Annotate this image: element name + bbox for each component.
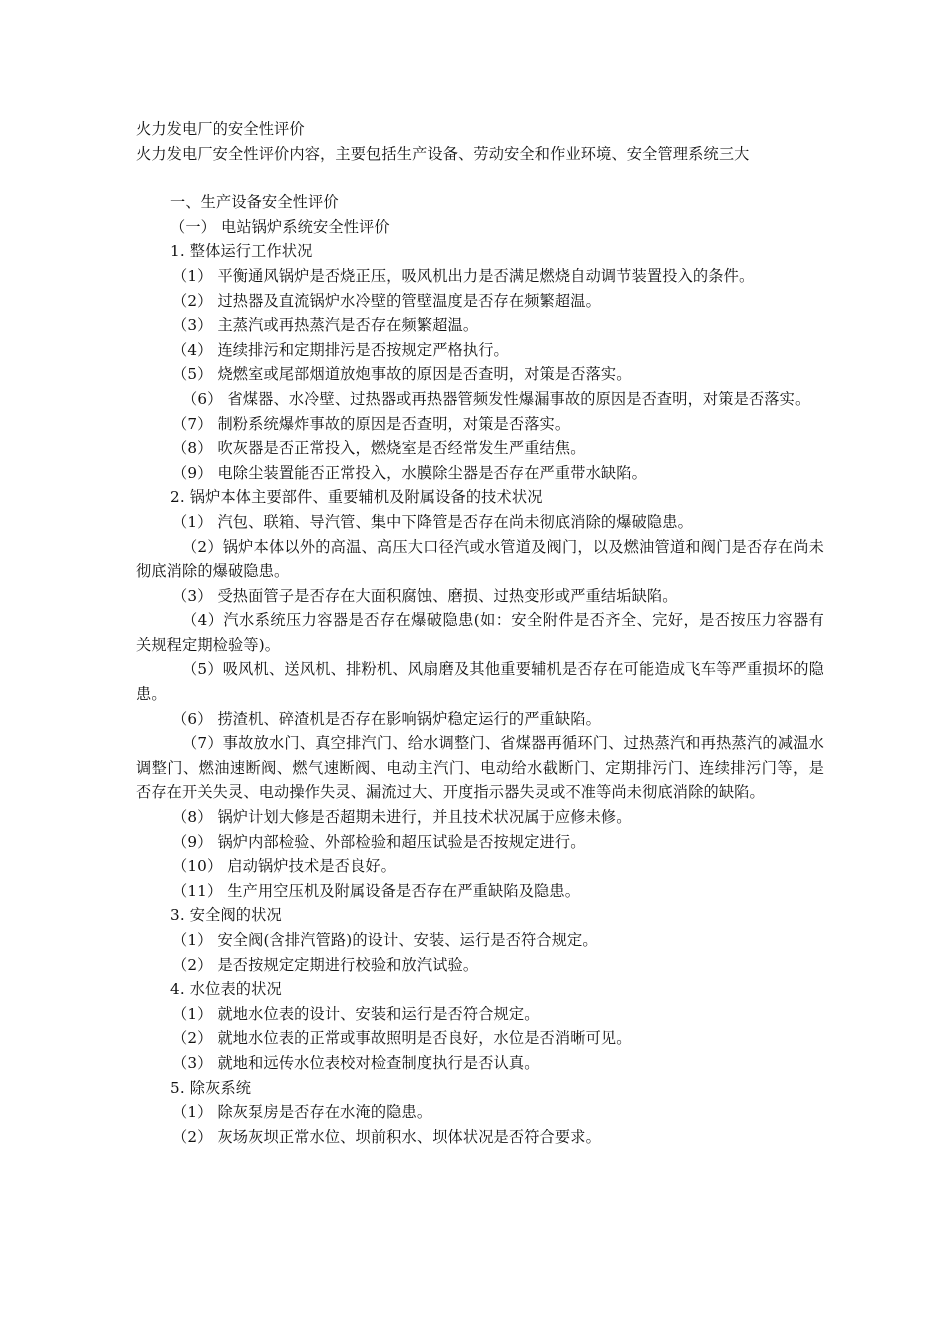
list-item: （3） 受热面管子是否存在大面积腐蚀、磨损、过热变形或严重结垢缺陷。	[172, 586, 678, 605]
list-item: （1） 除灰泵房是否存在水淹的隐患。	[172, 1103, 433, 1122]
list-item: （1） 平衡通风锅炉是否烧正压，吸风机出力是否满足燃烧自动调节装置投入的条件。	[172, 266, 755, 285]
list-item: （5） 烧燃室或尾部烟道放炮事故的原因是否查明，对策是否落实。	[172, 365, 632, 384]
list-item: （10） 启动锅炉技术是否良好。	[172, 857, 396, 876]
list-item: （11） 生产用空压机及附属设备是否存在严重缺陷及隐患。	[172, 881, 581, 900]
subsection-heading: （一） 电站锅炉系统安全性评价	[170, 217, 390, 236]
list-item: （3） 主蒸汽或再热蒸汽是否存在频繁超温。	[172, 316, 479, 335]
list-item: （2） 就地水位表的正常或事故照明是否良好，水位是否消晰可见。	[172, 1029, 632, 1048]
heading-5: 5. 除灰系统	[170, 1078, 252, 1097]
list-item: （6） 捞渣机、碎渣机是否存在影响锅炉稳定运行的严重缺陷。	[172, 709, 601, 728]
list-item: （1） 汽包、联箱、导汽管、集中下降管是否存在尚未彻底消除的爆破隐患。	[172, 512, 693, 531]
list-item: （6） 省煤器、水冷壁、过热器或再热器管频发性爆漏事故的原因是否查明，对策是否落实。	[182, 389, 811, 408]
list-item: （2） 灰场灰坝正常水位、坝前积水、坝体状况是否符合要求。	[172, 1127, 601, 1146]
list-item: （2） 过热器及直流锅炉水冷壁的管壁温度是否存在频繁超温。	[172, 291, 601, 310]
section-heading: 一、生产设备安全性评价	[170, 193, 339, 212]
list-item: （9） 锅炉内部检验、外部检验和超压试验是否按规定进行。	[172, 832, 586, 851]
heading-1: 1. 整体运行工作状况	[170, 242, 313, 261]
heading-3: 3. 安全阀的状况	[170, 906, 282, 925]
list-item: （1） 就地水位表的设计、安装和运行是否符合规定。	[172, 1004, 540, 1023]
document-title: 火力发电厂的安全性评价	[136, 120, 305, 138]
list-item: （5）吸风机、送风机、排粉机、风扇磨及其他重要辅机是否存在可能造成飞车等严重损坏的隐患。	[136, 660, 824, 704]
list-item: （7） 制粉系统爆炸事故的原因是否查明，对策是否落实。	[172, 414, 571, 433]
list-item: （2）锅炉本体以外的高温、高压大口径汽或水管道及阀门，以及燃油管道和阀门是否存在尚未彻底消除的爆破隐患。	[136, 537, 824, 581]
list-item: （2） 是否按规定定期进行校验和放汽试验。	[172, 955, 479, 974]
list-item: （8） 吹灰器是否正常投入，燃烧室是否经常发生严重结焦。	[172, 439, 586, 458]
intro-paragraph: 火力发电厂安全性评价内容，主要包括生产设备、劳动安全和作业环境、安全管理系统三大	[136, 144, 750, 163]
list-item: （7）事故放水门、真空排汽门、给水调整门、省煤器再循环门、过热蒸汽和再热蒸汽的减温水调整门、燃油速断阀、燃气速断阀、电动主汽门、电动给水截断门、定期排污门、连续排污门等，是否存在开关失灵、电动操作失灵、漏流过大、开度指示器失灵或不准等尚未彻底消除的缺陷。	[136, 734, 824, 802]
list-item: （8） 锅炉计划大修是否超期未进行，并且技术状况属于应修未修。	[172, 808, 632, 827]
heading-2: 2. 锅炉本体主要部件、重要辅机及附属设备的技术状况	[170, 488, 543, 507]
heading-4: 4. 水位表的状况	[170, 980, 282, 999]
document-body	[136, 117, 824, 1149]
blank-line	[136, 166, 824, 190]
list-item: （9） 电除尘装置能否正常投入，水膜除尘器是否存在严重带水缺陷。	[172, 463, 647, 482]
list-item: （4） 连续排污和定期排污是否按规定严格执行。	[172, 340, 509, 359]
list-item: （4）汽水系统压力容器是否存在爆破隐患(如：安全附件是否齐全、完好，是否按压力容器有关规程定期检验等)。	[136, 611, 824, 654]
list-item: （1） 安全阀(含排汽管路)的设计、安装、运行是否符合规定。	[172, 931, 598, 949]
list-item: （3） 就地和远传水位表校对检查制度执行是否认真。	[172, 1053, 540, 1072]
